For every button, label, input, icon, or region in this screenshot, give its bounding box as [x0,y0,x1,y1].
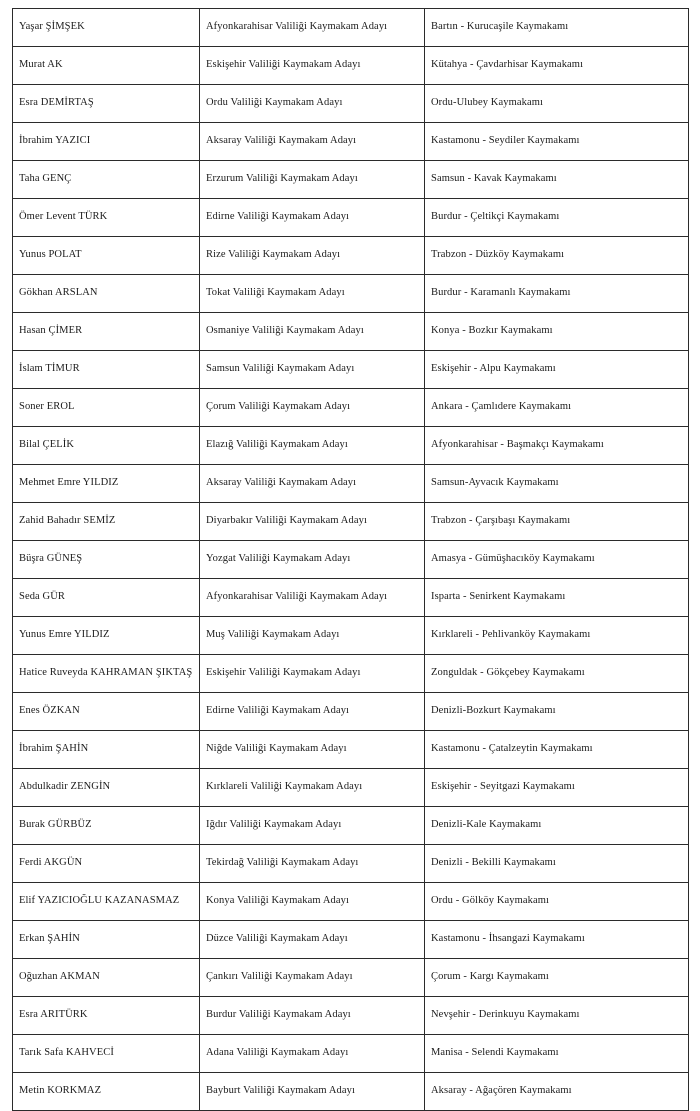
table-row [13,351,689,389]
cell-candidacy: Iğdır Valiliği Kaymakam Adayı [200,807,425,845]
cell-appointment: Ordu-Ulubey Kaymakamı [425,85,689,123]
table-row [13,731,689,769]
cell-appointment: Ordu - Gölköy Kaymakamı [425,883,689,921]
appointments-table [12,8,689,1111]
cell-candidacy: Diyarbakır Valiliği Kaymakam Adayı [200,503,425,541]
cell-appointment: Nevşehir - Derinkuyu Kaymakamı [425,997,689,1035]
cell-candidacy: Düzce Valiliği Kaymakam Adayı [200,921,425,959]
cell-appointment: Kastamonu - İhsangazi Kaymakamı [425,921,689,959]
table-row [13,427,689,465]
cell-name: Ferdi AKGÜN [13,845,200,883]
cell-candidacy: Elazığ Valiliği Kaymakam Adayı [200,427,425,465]
cell-name: Murat AK [13,47,200,85]
cell-name: Metin KORKMAZ [13,1073,200,1111]
cell-name: Gökhan ARSLAN [13,275,200,313]
table-row [13,275,689,313]
table-row [13,199,689,237]
table-row [13,959,689,997]
cell-candidacy: Niğde Valiliği Kaymakam Adayı [200,731,425,769]
table-row [13,465,689,503]
table-row [13,845,689,883]
table-row [13,503,689,541]
table-row [13,655,689,693]
table-row [13,1035,689,1073]
cell-appointment: Kırklareli - Pehlivanköy Kaymakamı [425,617,689,655]
cell-name: Yaşar ŞİMŞEK [13,9,200,47]
cell-candidacy: Yozgat Valiliği Kaymakam Adayı [200,541,425,579]
cell-name: Zahid Bahadır SEMİZ [13,503,200,541]
cell-appointment: Bartın - Kurucaşile Kaymakamı [425,9,689,47]
cell-name: Hatice Ruveyda KAHRAMAN ŞIKTAŞ [13,655,200,693]
cell-name: Soner EROL [13,389,200,427]
cell-candidacy: Osmaniye Valiliği Kaymakam Adayı [200,313,425,351]
table-row [13,313,689,351]
cell-name: Abdulkadir ZENGİN [13,769,200,807]
table-row [13,883,689,921]
cell-appointment: Trabzon - Çarşıbaşı Kaymakamı [425,503,689,541]
cell-name: Burak GÜRBÜZ [13,807,200,845]
table-row [13,541,689,579]
table-row [13,617,689,655]
cell-name: Hasan ÇİMER [13,313,200,351]
cell-name: Esra ARITÜRK [13,997,200,1035]
cell-candidacy: Eskişehir Valiliği Kaymakam Adayı [200,655,425,693]
cell-name: Elif YAZICIOĞLU KAZANASMAZ [13,883,200,921]
cell-appointment: Ankara - Çamlıdere Kaymakamı [425,389,689,427]
cell-candidacy: Aksaray Valiliği Kaymakam Adayı [200,123,425,161]
table-row [13,85,689,123]
cell-candidacy: Muş Valiliği Kaymakam Adayı [200,617,425,655]
cell-appointment: Çorum - Kargı Kaymakamı [425,959,689,997]
table-row [13,693,689,731]
cell-candidacy: Edirne Valiliği Kaymakam Adayı [200,693,425,731]
cell-name: İslam TİMUR [13,351,200,389]
cell-name: Erkan ŞAHİN [13,921,200,959]
appointments-table-body [13,9,689,1111]
cell-appointment: Afyonkarahisar - Başmakçı Kaymakamı [425,427,689,465]
cell-name: Enes ÖZKAN [13,693,200,731]
cell-appointment: Burdur - Karamanlı Kaymakamı [425,275,689,313]
cell-name: Büşra GÜNEŞ [13,541,200,579]
cell-appointment: Kastamonu - Seydiler Kaymakamı [425,123,689,161]
cell-name: Bilal ÇELİK [13,427,200,465]
table-row [13,997,689,1035]
cell-candidacy: Bayburt Valiliği Kaymakam Adayı [200,1073,425,1111]
cell-candidacy: Edirne Valiliği Kaymakam Adayı [200,199,425,237]
table-row [13,579,689,617]
cell-appointment: Denizli-Kale Kaymakamı [425,807,689,845]
cell-appointment: Denizli - Bekilli Kaymakamı [425,845,689,883]
cell-candidacy: Rize Valiliği Kaymakam Adayı [200,237,425,275]
cell-candidacy: Erzurum Valiliği Kaymakam Adayı [200,161,425,199]
cell-appointment: Konya - Bozkır Kaymakamı [425,313,689,351]
cell-candidacy: Afyonkarahisar Valiliği Kaymakam Adayı [200,579,425,617]
cell-name: Yunus POLAT [13,237,200,275]
cell-appointment: Zonguldak - Gökçebey Kaymakamı [425,655,689,693]
table-row [13,389,689,427]
table-row [13,123,689,161]
table-row [13,47,689,85]
table-row [13,1073,689,1111]
cell-candidacy: Tekirdağ Valiliği Kaymakam Adayı [200,845,425,883]
cell-candidacy: Çankırı Valiliği Kaymakam Adayı [200,959,425,997]
cell-candidacy: Kırklareli Valiliği Kaymakam Adayı [200,769,425,807]
cell-appointment: Isparta - Senirkent Kaymakamı [425,579,689,617]
cell-candidacy: Adana Valiliği Kaymakam Adayı [200,1035,425,1073]
cell-name: Taha GENÇ [13,161,200,199]
cell-appointment: Eskişehir - Seyitgazi Kaymakamı [425,769,689,807]
table-row [13,769,689,807]
cell-appointment: Trabzon - Düzköy Kaymakamı [425,237,689,275]
table-row [13,807,689,845]
cell-name: Yunus Emre YILDIZ [13,617,200,655]
cell-name: Esra DEMİRTAŞ [13,85,200,123]
cell-candidacy: Aksaray Valiliği Kaymakam Adayı [200,465,425,503]
cell-appointment: Aksaray - Ağaçören Kaymakamı [425,1073,689,1111]
cell-appointment: Kastamonu - Çatalzeytin Kaymakamı [425,731,689,769]
cell-appointment: Burdur - Çeltikçi Kaymakamı [425,199,689,237]
table-row [13,161,689,199]
cell-candidacy: Eskişehir Valiliği Kaymakam Adayı [200,47,425,85]
cell-appointment: Kütahya - Çavdarhisar Kaymakamı [425,47,689,85]
cell-name: İbrahim ŞAHİN [13,731,200,769]
cell-candidacy: Ordu Valiliği Kaymakam Adayı [200,85,425,123]
cell-name: Seda GÜR [13,579,200,617]
table-row [13,9,689,47]
cell-candidacy: Tokat Valiliği Kaymakam Adayı [200,275,425,313]
cell-appointment: Eskişehir - Alpu Kaymakamı [425,351,689,389]
cell-name: İbrahim YAZICI [13,123,200,161]
cell-name: Oğuzhan AKMAN [13,959,200,997]
cell-candidacy: Samsun Valiliği Kaymakam Adayı [200,351,425,389]
cell-name: Ömer Levent TÜRK [13,199,200,237]
cell-appointment: Samsun-Ayvacık Kaymakamı [425,465,689,503]
cell-appointment: Amasya - Gümüşhacıköy Kaymakamı [425,541,689,579]
table-row [13,237,689,275]
cell-appointment: Samsun - Kavak Kaymakamı [425,161,689,199]
cell-appointment: Denizli-Bozkurt Kaymakamı [425,693,689,731]
cell-candidacy: Çorum Valiliği Kaymakam Adayı [200,389,425,427]
table-row [13,921,689,959]
cell-candidacy: Burdur Valiliği Kaymakam Adayı [200,997,425,1035]
cell-appointment: Manisa - Selendi Kaymakamı [425,1035,689,1073]
cell-name: Tarık Safa KAHVECİ [13,1035,200,1073]
cell-candidacy: Afyonkarahisar Valiliği Kaymakam Adayı [200,9,425,47]
cell-candidacy: Konya Valiliği Kaymakam Adayı [200,883,425,921]
cell-name: Mehmet Emre YILDIZ [13,465,200,503]
